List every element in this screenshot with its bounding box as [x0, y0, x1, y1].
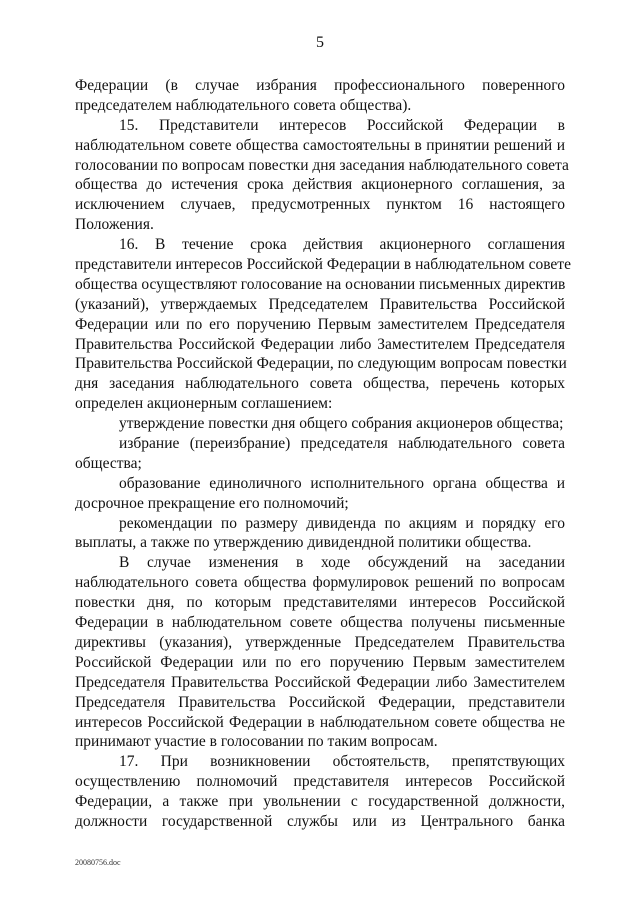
text-line: интересов Российской Федерации в наблюдательном совете общества не — [75, 713, 565, 731]
text-line: наблюдательного совета общества формулировок решений по вопросам — [75, 574, 565, 592]
text-line: осуществлению полномочий представителя интересов Российской — [75, 773, 565, 791]
list-item: образование единоличного исполнительного органа общества и — [119, 474, 565, 492]
text-line: Положения. — [75, 216, 154, 234]
file-name-footer: 20080756.doc — [75, 858, 121, 867]
text-line: председателем наблюдательного совета общества). — [75, 96, 412, 114]
text-line: повестки дня, по которым представителями интересов Российской — [75, 594, 565, 612]
text-line: представители интересов Российской Федерации в наблюдательном совете — [75, 256, 571, 274]
text-line: голосовании по вопросам повестки дня заседания наблюдательного совета — [75, 156, 569, 174]
paragraph-16-start: 16. В течение срока действия акционерного соглашения — [119, 236, 565, 254]
document-body — [75, 76, 571, 832]
text-line: выплаты, а также по утверждению дивидендной политики общества. — [75, 534, 532, 552]
text-line: директивы (указания), утвержденные Председателем Правительства — [75, 633, 565, 651]
list-item: рекомендации по размеру дивиденда по акциям и порядку его — [119, 514, 565, 532]
text-line: Председателя Правительства Российской Федерации либо Заместителем — [75, 673, 565, 691]
list-item: утверждение повестки дня общего собрания акционеров общества; — [119, 415, 564, 433]
text-line: наблюдательном совете общества самостоятельны в принятии решений и — [75, 136, 565, 154]
text-line: Федерации в наблюдательном совете общества получены письменные — [75, 614, 565, 632]
text-line: дня заседания наблюдательного совета общества, перечень которых — [75, 375, 565, 393]
text-line: общества; — [75, 454, 142, 472]
text-line: принимают участие в голосовании по таким вопросам. — [75, 733, 438, 751]
paragraph-17-start: 17. При возникновении обстоятельств, препятствующих — [119, 753, 565, 771]
text-line: досрочное прекращение его полномочий; — [75, 494, 349, 512]
text-line: Федерации (в случае избрания профессионального поверенного — [75, 77, 565, 94]
paragraph-start: В случае изменения в ходе обсуждений на заседании — [119, 554, 565, 572]
text-line: исключением случаев, предусмотренных пунктом 16 настоящего — [75, 196, 565, 214]
text-line: общества осуществляют голосование на основании письменных директив — [75, 275, 566, 293]
text-line: Правительства Российской Федерации либо Заместителем Председателя — [75, 335, 565, 353]
text-line: Федерации или по его поручению Первым заместителем Председателя — [75, 315, 565, 333]
text-line: общества до истечения срока действия акционерного соглашения, за — [75, 176, 565, 194]
text-line: определен акционерным соглашением: — [75, 395, 333, 413]
text-line: Российской Федерации или по его поручению Первым заместителем — [75, 653, 565, 671]
list-item: избрание (переизбрание) председателя наблюдательного совета — [119, 435, 565, 453]
paragraph-15-start: 15. Представители интересов Российской Федерации в — [119, 116, 565, 134]
text-line: (указаний), утверждаемых Председателем Правительства Российской — [75, 295, 565, 313]
text-line: Федерации, а также при увольнении с государственной должности, — [75, 793, 565, 811]
text-line: должности государственной службы или из Центрального банка — [75, 812, 565, 830]
page-number: 5 — [316, 34, 324, 51]
text-line: Правительства Российской Федерации, по следующим вопросам повестки — [75, 355, 567, 373]
text-line: Председателя Правительства Российской Федерации, представители — [75, 693, 565, 711]
